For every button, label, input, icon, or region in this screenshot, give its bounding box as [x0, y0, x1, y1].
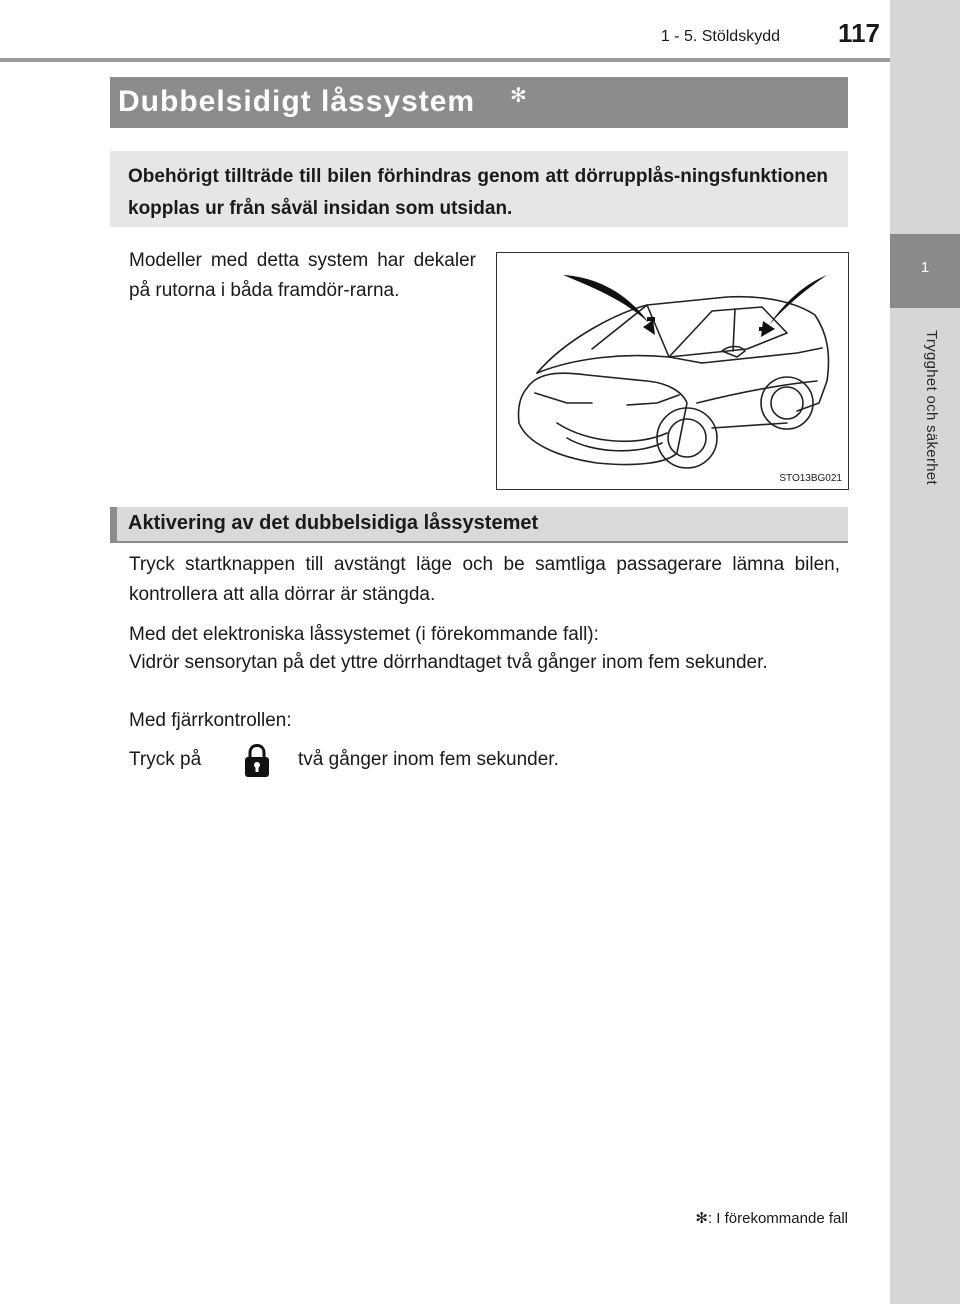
instruction-press-suffix: två gånger inom fem sekunder. — [298, 749, 559, 770]
instruction-press-prefix: Tryck på — [129, 749, 202, 770]
figure-code: STO13BG021 — [779, 473, 842, 484]
instruction-paragraph-2: Med det elektroniska låssystemet (i förekommande fall): — [129, 624, 599, 645]
title-asterisk: ✻ — [510, 85, 527, 107]
chapter-title: Trygghet och säkerhet — [923, 330, 940, 485]
section-heading-bar — [110, 507, 848, 541]
page-title-bar — [110, 77, 848, 128]
instruction-paragraph-1: Tryck startknappen till avstängt läge och be samtliga passagerare lämna bilen, kontrollera att alla dörrar är stängda. — [129, 554, 840, 605]
header-divider — [0, 58, 890, 62]
lock-icon — [243, 744, 271, 778]
page-title: Dubbelsidigt låssystem — [118, 85, 476, 118]
footnote — [600, 1209, 848, 1227]
chapter-number: 1 — [890, 234, 960, 308]
instruction-paragraph-3: Vidrör sensorytan på det yttre dörrhandtaget två gånger inom fem sekunder. — [129, 652, 768, 673]
section-heading: Aktivering av det dubbelsidiga låssystemet — [128, 512, 539, 534]
page-number: 117 — [838, 18, 880, 48]
intro-box — [110, 151, 848, 227]
section-underline — [110, 541, 848, 543]
section-accent — [110, 507, 117, 541]
side-tab — [890, 0, 960, 1304]
car-illustration — [496, 252, 849, 490]
footnote-text: : I förekommande fall — [707, 1210, 848, 1227]
instruction-paragraph-4: Med fjärrkontrollen: — [129, 710, 292, 731]
car-drawing — [497, 253, 848, 489]
section-header: 1 - 5. Stöldskydd — [660, 28, 780, 45]
model-description: Modeller med detta system har dekaler på rutorna i båda framdör-rarna. — [129, 250, 476, 301]
footnote-asterisk: ✻ — [695, 1210, 708, 1227]
intro-text: Obehörigt tillträde till bilen förhindras genom att dörrupplås-ningsfunktionen kopplas ur från såväl insidan som utsidan. — [128, 166, 828, 219]
